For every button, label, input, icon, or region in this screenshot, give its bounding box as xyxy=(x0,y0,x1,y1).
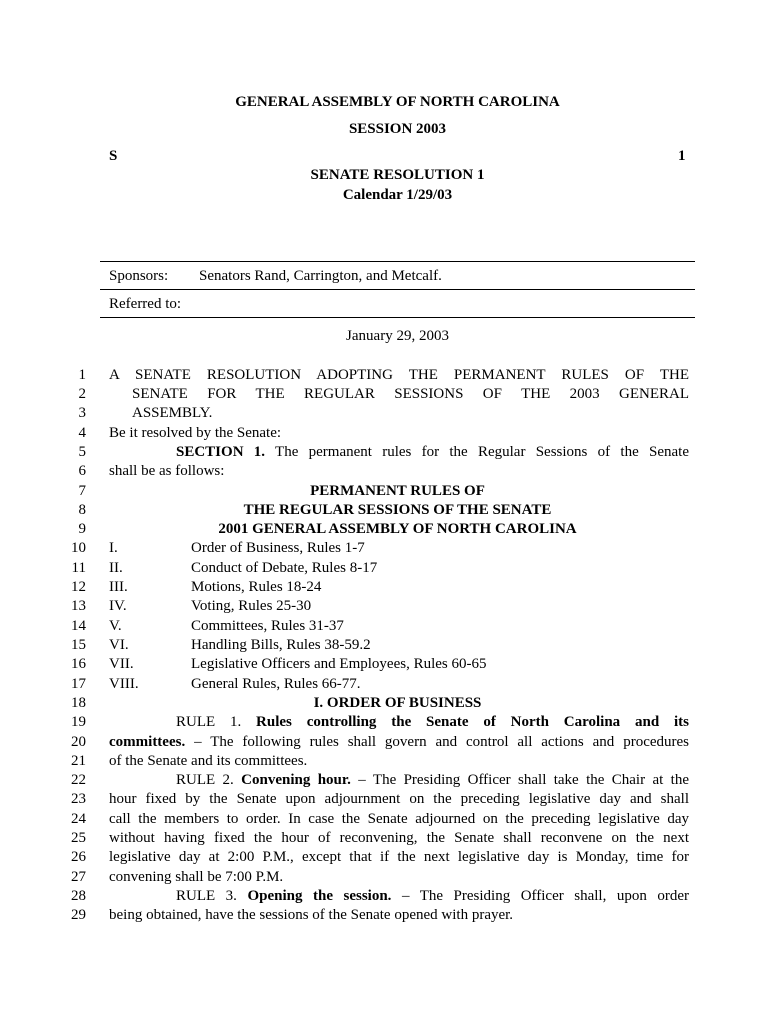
toc-entry: Order of Business, Rules 1-7 xyxy=(191,540,365,556)
line-number: 22 xyxy=(71,772,86,788)
toc-entry: General Rules, Rules 66-77. xyxy=(191,676,361,692)
rule-3-title: Opening the session. xyxy=(247,888,392,904)
line-number: 26 xyxy=(71,849,86,865)
line-number: 19 xyxy=(71,714,86,730)
chamber-letter: S xyxy=(109,148,118,164)
line-number: 14 xyxy=(71,618,86,634)
line-number: 3 xyxy=(78,405,86,421)
rule-2-line-6: convening shall be 7:00 P.M. xyxy=(109,869,284,885)
line-number: 21 xyxy=(71,753,86,769)
calendar-date: Calendar 1/29/03 xyxy=(342,187,453,203)
line-number: 5 xyxy=(78,444,86,460)
rule-1-number: RULE 1. xyxy=(176,714,257,730)
line-number: 28 xyxy=(71,888,86,904)
toc-numeral: II. xyxy=(109,560,123,576)
line-number: 23 xyxy=(71,791,86,807)
page-number: 1 xyxy=(678,148,686,164)
assembly-title: GENERAL ASSEMBLY OF NORTH CAROLINA xyxy=(235,94,560,110)
line-number: 15 xyxy=(71,637,86,653)
rules-heading-2: THE REGULAR SESSIONS OF THE SENATE xyxy=(243,502,552,518)
line-number: 8 xyxy=(78,502,86,518)
sponsors-label: Sponsors: xyxy=(109,268,169,284)
line-number: 2 xyxy=(78,386,86,402)
rule-2-text: – The Presiding Officer shall take the Chair at the xyxy=(350,772,689,788)
toc-entry: Motions, Rules 18-24 xyxy=(191,579,322,595)
sponsors-value: Senators Rand, Carrington, and Metcalf. xyxy=(199,268,442,284)
rule-1-line-3: of the Senate and its committees. xyxy=(109,753,308,769)
rule-2-line-4: without having fixed the hour of reconvening, the Senate shall reconvene on the next xyxy=(109,830,689,846)
resolution-title-line-2: SENATE FOR THE REGULAR SESSIONS OF THE 2003 GENERAL xyxy=(132,386,689,402)
line-number: 13 xyxy=(71,598,86,614)
line-number: 6 xyxy=(78,463,86,479)
toc-numeral: V. xyxy=(109,618,122,634)
rule-3-line-2: being obtained, have the sessions of the Senate opened with prayer. xyxy=(109,907,514,923)
rule-3-text: – The Presiding Officer shall, upon order xyxy=(391,888,690,904)
rule-1-text: – The following rules shall govern and control all actions and procedures xyxy=(185,734,689,750)
section-1-heading: SECTION 1. xyxy=(176,444,266,460)
rule-2-line-5: legislative day at 2:00 P.M., except that if the next legislative day is Monday, time for xyxy=(109,849,689,865)
line-number: 20 xyxy=(71,734,86,750)
toc-numeral: VII. xyxy=(109,656,134,672)
divider-top xyxy=(100,261,695,262)
rule-2-line-3: call the members to order. In case the Senate adjourned on the preceding legislative day xyxy=(109,811,689,827)
rule-1-line xyxy=(109,714,689,731)
line-number: 1 xyxy=(78,367,86,383)
toc-entry: Voting, Rules 25-30 xyxy=(191,598,312,614)
line-number: 16 xyxy=(71,656,86,672)
line-number: 18 xyxy=(71,695,86,711)
rule-1-line-2 xyxy=(109,734,689,751)
line-number: 27 xyxy=(71,869,86,885)
toc-numeral: IV. xyxy=(109,598,127,614)
resolved-clause: Be it resolved by the Senate: xyxy=(109,425,282,441)
line-number: 12 xyxy=(71,579,86,595)
line-number: 4 xyxy=(78,425,86,441)
rule-1-title: Rules controlling the Senate of North Carolina and its xyxy=(256,714,689,730)
section-1-continuation: shall be as follows: xyxy=(109,463,225,479)
toc-entry: Committees, Rules 31-37 xyxy=(191,618,344,634)
rules-heading-1: PERMANENT RULES OF xyxy=(310,483,485,499)
line-number: 9 xyxy=(78,521,86,537)
order-of-business-heading: I. ORDER OF BUSINESS xyxy=(313,695,482,711)
divider-bottom xyxy=(100,317,695,318)
line-number: 25 xyxy=(71,830,86,846)
document-date: January 29, 2003 xyxy=(346,328,449,344)
rule-2-line-2: hour fixed by the Senate upon adjournment on the preceding legislative day and shall xyxy=(109,791,689,807)
referred-label: Referred to: xyxy=(109,296,182,312)
line-number: 10 xyxy=(71,540,86,556)
rules-heading-3: 2001 GENERAL ASSEMBLY OF NORTH CAROLINA xyxy=(218,521,577,537)
toc-numeral: VIII. xyxy=(109,676,139,692)
toc-entry: Conduct of Debate, Rules 8-17 xyxy=(191,560,378,576)
rule-1-title-end: committees. xyxy=(109,734,186,750)
resolution-title: SENATE RESOLUTION 1 xyxy=(310,167,485,183)
line-number: 11 xyxy=(71,560,86,576)
toc-numeral: I. xyxy=(109,540,118,556)
session-title: SESSION 2003 xyxy=(348,121,447,137)
toc-numeral: VI. xyxy=(109,637,129,653)
rule-2-title: Convening hour. xyxy=(241,772,351,788)
toc-entry: Legislative Officers and Employees, Rules 60-65 xyxy=(191,656,487,672)
resolution-title-line-3: ASSEMBLY. xyxy=(132,405,213,421)
line-number: 29 xyxy=(71,907,86,923)
section-1-line xyxy=(109,444,689,461)
toc-entry: Handling Bills, Rules 38-59.2 xyxy=(191,637,371,653)
rule-2-number: RULE 2. xyxy=(176,772,242,788)
rule-2-line xyxy=(109,772,689,789)
line-number: 24 xyxy=(71,811,86,827)
rule-3-number: RULE 3. xyxy=(176,888,248,904)
divider-middle xyxy=(100,289,695,290)
line-number: 17 xyxy=(71,676,86,692)
section-1-text: The permanent rules for the Regular Sessions of the Senate xyxy=(265,444,689,460)
line-number: 7 xyxy=(78,483,86,499)
rule-3-line xyxy=(109,888,689,905)
resolution-title-line-1: A SENATE RESOLUTION ADOPTING THE PERMANENT RULES OF THE xyxy=(109,367,689,383)
toc-numeral: III. xyxy=(109,579,128,595)
